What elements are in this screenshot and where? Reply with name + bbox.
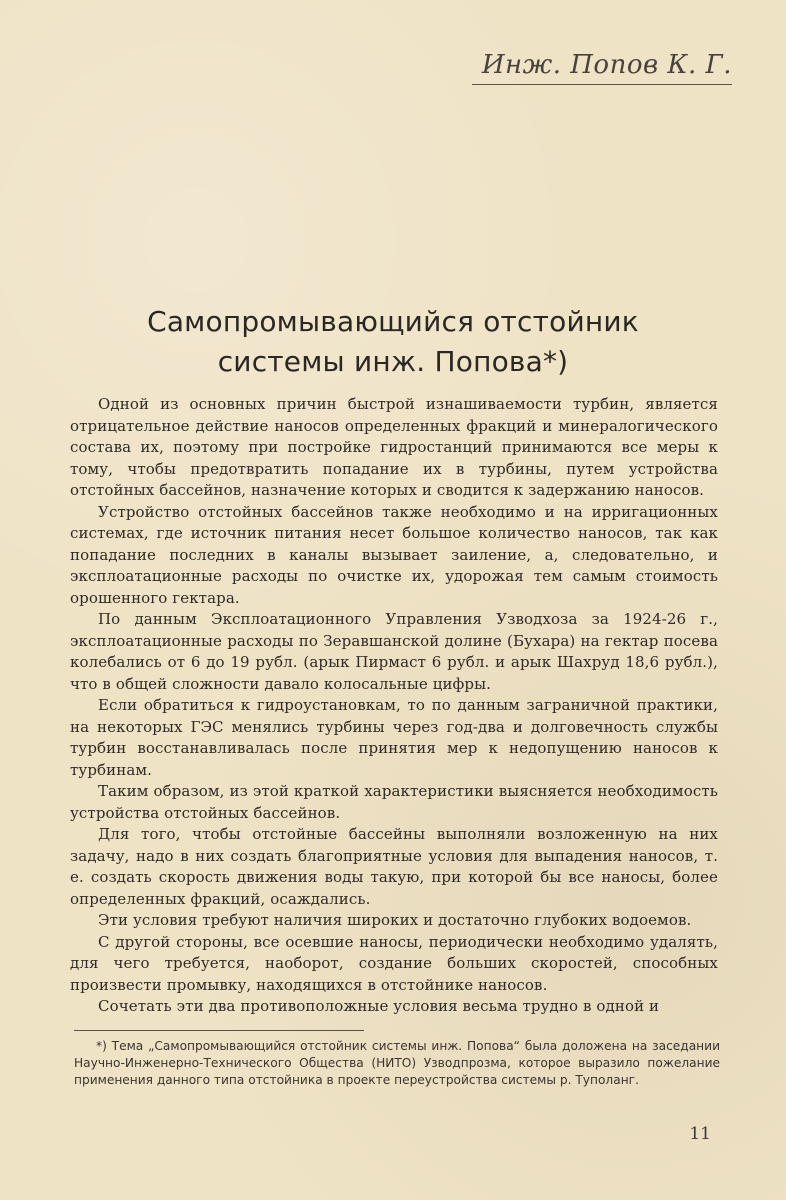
- paragraph-2: Устройство отстойных бассейнов также необходимо и на ирригационных системах, где источник питания несет большое количество наносов, так как попадание последних в каналы вызывает заиление, а, следовательно, и эксплоатационные расходы по очистке их, удорожая тем самым стоимость орошенного гектара.: [70, 502, 718, 607]
- page-number: 11: [689, 1124, 711, 1144]
- paragraph-1: Одной из основных причин быстрой изнашиваемости турбин, является отрицательное действие наносов определенных фракций и минералогического состава их, поэтому при постройке гидростанций принимаются все меры к тому, чтобы предотвратить попадание их в турбины, путем устройства отстойных бассейнов, назначение которых и сводится к задержанию наносов.: [70, 395, 718, 499]
- paragraph-6: Для того, чтобы отстойные бассейны выполняли возложенную на них задачу, надо в них создать благоприятные условия для выпадения наносов, т. е. создать скорость движения воды такую, при которой бы все наносы, более определенных фракций, осаждались.: [70, 825, 718, 908]
- author-header: [472, 50, 732, 85]
- footnote-text: *) Тема „Самопромывающийся отстойник системы инж. Попова“ была доложена на заседании Научно-Инженерно-Технического Общества (НИТО) Узводпрозма, которое выразило пожелание применения данного типа отстойника в проекте переустройства системы р. Туполанг.: [74, 1039, 720, 1087]
- footnote-divider: [74, 1030, 364, 1031]
- author-name: Инж. Попов К. Г.: [481, 50, 732, 80]
- article-title: [0, 302, 786, 382]
- paragraph-7: Эти условия требуют наличия широких и достаточно глубоких водоемов.: [98, 911, 692, 929]
- paragraph-4: Если обратиться к гидроустановкам, то по данным заграничной практики, на некоторых ГЭС менялись турбины через год-два и долговечность службы турбин восстанавливалась после принятия мер к недопущению наносов к турбинам.: [70, 696, 718, 779]
- paragraph-5: Таким образом, из этой краткой характеристики выясняется необходимость устройства отстойных бассейнов.: [70, 782, 718, 822]
- paragraph-3: По данным Эксплоатационного Управления Узводхоза за 1924-26 г., эксплоатационные расходы по Зеравшанской долине (Бухара) на гектар посева колебались от 6 до 19 рубл. (арык Пирмаст 6 рубл. и арык Шахруд 18,6 рубл.), что в общей сложности давало колосальные цифры.: [70, 610, 718, 693]
- footnote: [74, 1038, 720, 1089]
- article-title-line-1: Самопромывающийся отстойник: [147, 305, 639, 338]
- paragraph-8: С другой стороны, все осевшие наносы, периодически необходимо удалять, для чего требуется, наоборот, создание больших скоростей, способных произвести промывку, находящихся в отстойнике наносов.: [70, 932, 718, 994]
- paragraph-9: Сочетать эти два противоположные условия весьма трудно в одной и: [98, 997, 660, 1015]
- article-body: [70, 394, 718, 1018]
- article-title-line-2: системы инж. Попова*): [217, 345, 569, 378]
